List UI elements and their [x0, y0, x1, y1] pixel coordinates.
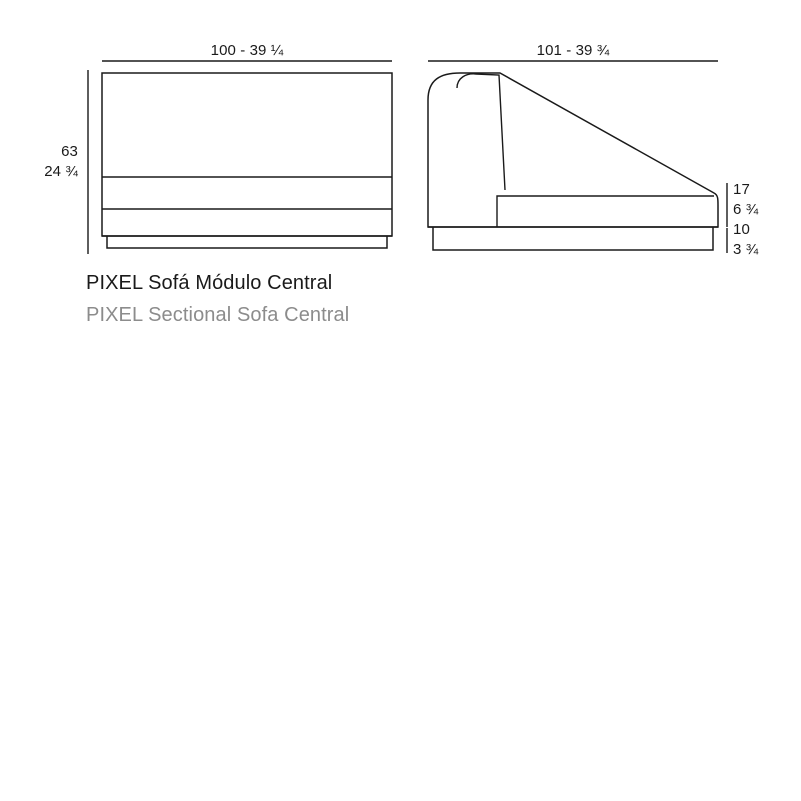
- side-seat-height-label-in: 6 ¾: [733, 201, 759, 218]
- front-body-outline: [102, 73, 392, 236]
- side-plinth: [433, 227, 713, 250]
- product-title-es: PIXEL Sofá Módulo Central: [86, 272, 333, 294]
- front-width-label: 100 - 39 ¼: [210, 42, 284, 59]
- side-seat-surface-line: [497, 196, 714, 227]
- side-body-outline: [428, 73, 718, 227]
- side-seat-height-label-cm: 17: [733, 181, 750, 198]
- side-base-height-label-in: 3 ¾: [733, 241, 759, 258]
- side-base-height-label-cm: 10: [733, 221, 750, 238]
- front-height-label-cm: 63: [61, 143, 78, 160]
- front-plinth: [107, 236, 387, 248]
- side-depth-label: 101 - 39 ¾: [536, 42, 610, 59]
- front-height-label-in: 24 ¾: [44, 163, 78, 180]
- product-title-en: PIXEL Sectional Sofa Central: [86, 304, 350, 326]
- side-backrest-inner-line: [457, 74, 505, 190]
